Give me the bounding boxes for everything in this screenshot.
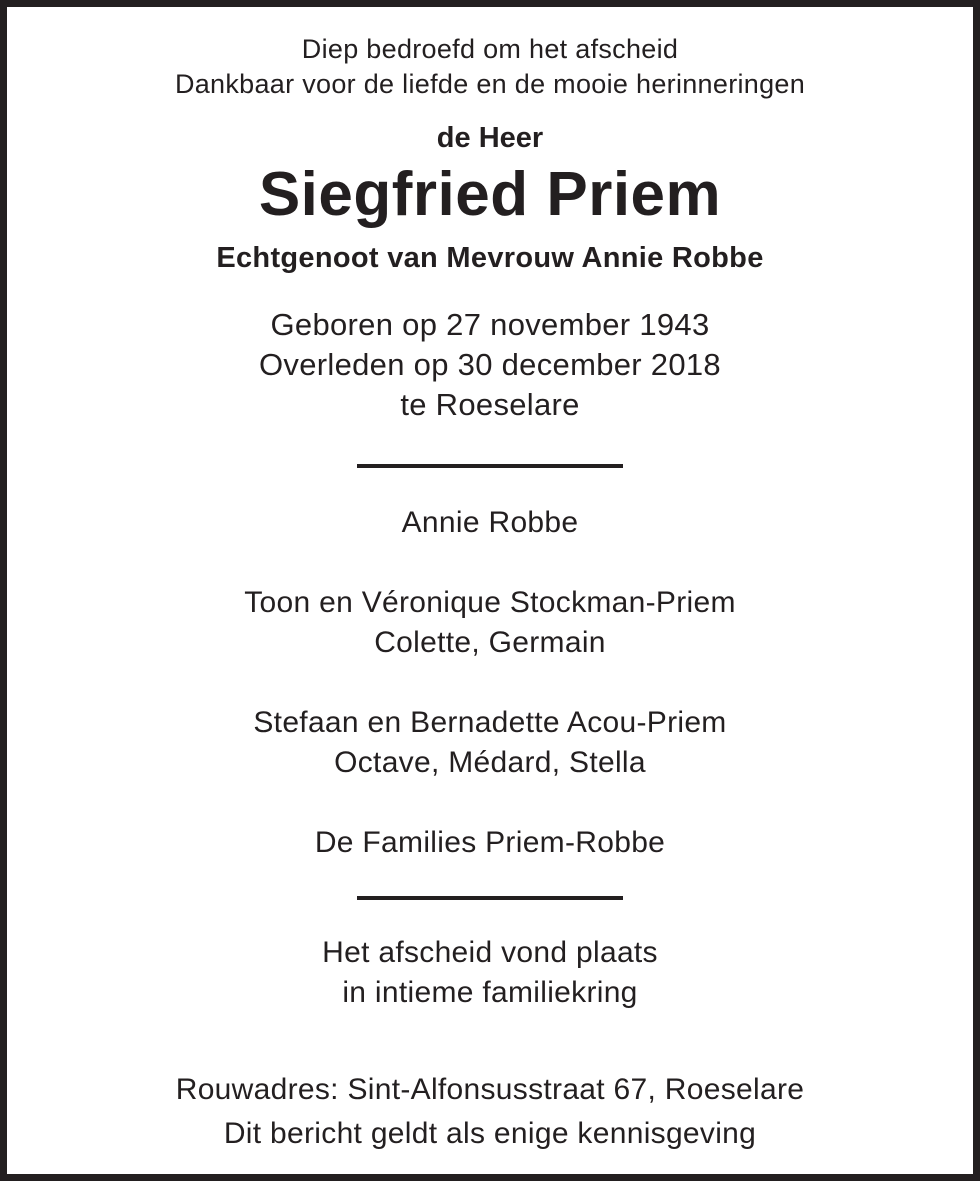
family-child-2: Stefaan en Bernadette Acou-Priem: [253, 706, 727, 739]
divider-top: [357, 464, 623, 468]
intro-line-1: Diep bedroefd om het afscheid: [301, 34, 679, 64]
death-place: te Roeselare: [400, 387, 580, 422]
deceased-name: Siegfried Priem: [258, 160, 722, 229]
notice-statement: Dit bericht geldt als enige kennisgeving: [223, 1117, 757, 1150]
mourning-address: Rouwadres: Sint-Alfonsusstraat 67, Roeselare: [175, 1073, 805, 1106]
family-child-1: Toon en Véronique Stockman-Priem: [244, 586, 736, 619]
farewell-line-2: in intieme familiekring: [342, 976, 638, 1009]
family-grandchildren-2: Octave, Médard, Stella: [334, 746, 646, 779]
title-prefix: de Heer: [436, 122, 544, 154]
intro-line-2: Dankbaar voor de liefde en de mooie herinneringen: [174, 69, 806, 99]
spouse-line: Echtgenoot van Mevrouw Annie Robbe: [216, 242, 764, 274]
family-families: De Families Priem-Robbe: [314, 826, 666, 859]
birth-date: Geboren op 27 november 1943: [270, 307, 710, 342]
family-grandchildren-1: Colette, Germain: [374, 626, 606, 659]
death-date: Overleden op 30 december 2018: [259, 347, 721, 382]
divider-bottom: [357, 896, 623, 900]
family-spouse: Annie Robbe: [401, 506, 579, 539]
farewell-line-1: Het afscheid vond plaats: [322, 936, 658, 969]
